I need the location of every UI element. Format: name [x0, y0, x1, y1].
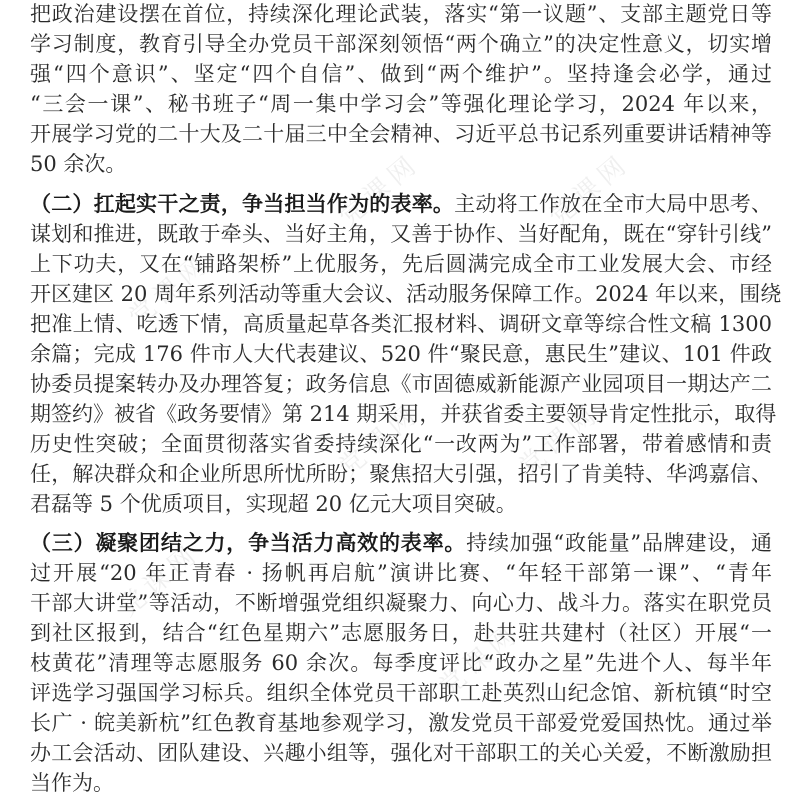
body-text-line: 办工会活动、团队建设、兴趣小组等，强化对干部职工的关心关爱，不断激励担: [30, 741, 772, 765]
body-text-line: 君磊等 5 个优质项目，实现超 20 亿元大项目突破。: [30, 492, 517, 516]
body-text-line: 期签约》被省《政务要情》第 214 期采用，并获省委主要领导肯定性批示，取得: [30, 402, 777, 426]
body-text-line: 协委员提案转办及办理答复；政务信息《市固德威新能源产业园项目一期达产二: [30, 372, 772, 396]
body-text-line: 当作为。: [30, 771, 114, 795]
body-text-line: “三会一课”、秘书班子“周一集中学习会”等强化理论学习，2024 年以来，: [30, 92, 772, 116]
body-text-line: 把政治建设摆在首位，持续深化理论武装，落实“第一议题”、支部主题党日等: [30, 2, 772, 26]
body-text-line: 枝黄花”清理等志愿服务 60 余次。每季度评比“政办之星”先进个人、每半年: [30, 651, 772, 675]
body-text-line: 历史性突破；全面贯彻落实省委持续深化“一改两为”工作部署，带着感情和责: [30, 432, 772, 456]
body-text-line: 余篇；完成 176 件市人大代表建议、520 件“聚民意，惠民生”建议、101 件政: [30, 342, 772, 366]
body-text-line: 谋划和推进，既敢于牵头、当好主角，又善于协作、当好配角，既在“穿针引线”: [30, 222, 772, 246]
body-text-line: 开展学习党的二十大及二十届三中全会精神、习近平总书记系列重要讲话精神等: [30, 122, 772, 146]
watermark: 党课网: [113, 538, 207, 623]
body-text-line: 评选学习强国学习标兵。组织全体党员干部职工赴英烈山纪念馆、新杭镇“时空: [30, 681, 772, 705]
body-text-line: 长广 · 皖美新杭”红色教育基地参观学习，激发党员干部爱党爱国热忱。通过举: [30, 711, 772, 735]
body-text-line: 学习制度，教育引导全办党员干部深刻领悟“两个确立”的决定性意义，切实增: [30, 32, 772, 56]
watermark: 党课网: [433, 618, 527, 703]
watermark: 党课网: [513, 398, 607, 483]
watermark: 党课网: [333, 398, 427, 483]
watermark: 党课网: [543, 148, 637, 233]
body-text-line: 到社区报到，结合“红色星期六”志愿服务日，赴共驻共建村（社区）开展“一: [30, 621, 772, 645]
watermark: 党课网: [333, 148, 427, 233]
body-text-line: 开区建区 20 周年系列活动等重大会议、活动服务保障工作。2024 年以来，围绕: [30, 282, 782, 306]
body-text-line: 强“四个意识”、坚定“四个自信”、做到“两个维护”。坚持逢会必学，通过: [30, 62, 772, 86]
section-heading: （二）扛起实干之责，争当担当作为的表率。: [30, 191, 455, 216]
section-first-line: [30, 189, 772, 219]
section-intro-text: 持续加强“政能量”品牌建设，通: [466, 531, 772, 555]
body-text-line: 上下功夫，又在“铺路架桥”上优服务，先后圆满完成全市工业发展大会、市经: [30, 252, 772, 276]
body-text-line: 把准上情、吃透下情，高质量起草各类汇报材料、调研文章等综合性文稿 1300: [30, 312, 772, 336]
body-text-line: 50 余次。: [30, 152, 127, 176]
section-first-line: [30, 528, 772, 558]
section-heading: （三）凝聚团结之力，争当活力高效的表率。: [30, 530, 467, 555]
body-text-line: 过开展“20 年正青春 · 扬帆再启航”演讲比赛、“年轻干部第一课”、“青年: [30, 561, 772, 585]
section-intro-text: 主动将工作放在全市大局中思考、: [454, 192, 773, 216]
body-text-line: 任，解决群众和企业所思所忧所盼；聚焦招大引强，招引了肯美特、华鸿嘉信、: [30, 462, 772, 486]
body-text-line: 干部大讲堂”等活动，不断增强党组织凝聚力、向心力、战斗力。落实在职党员: [30, 591, 772, 615]
watermark: 党课网: [123, 248, 217, 333]
